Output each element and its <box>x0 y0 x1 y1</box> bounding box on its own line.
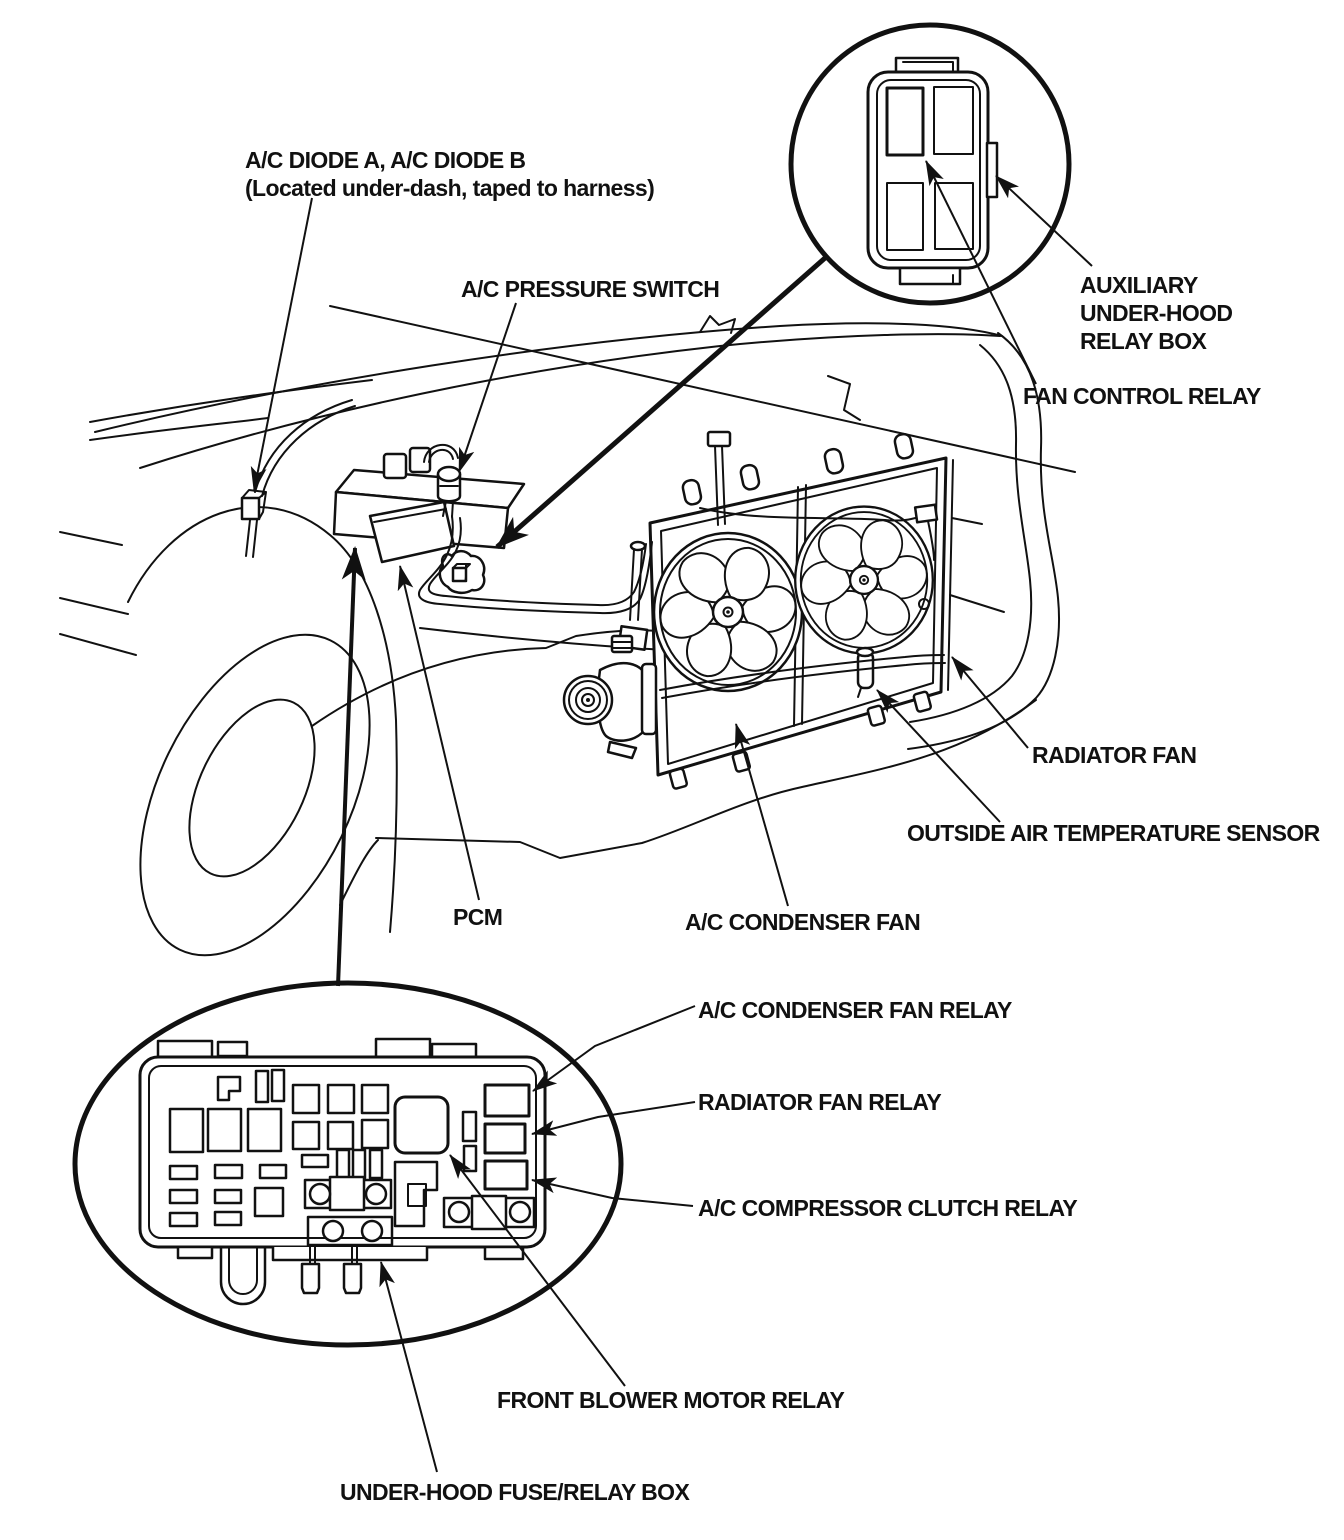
label-auxiliary-line3: RELAY BOX <box>1080 328 1207 354</box>
label-ac-condenser-fan: A/C CONDENSER FAN <box>685 909 921 935</box>
ac-condenser-fan-blades <box>654 533 802 691</box>
arrow-outside-air-temp-sensor <box>877 690 1000 822</box>
radiator-fan-blades <box>795 507 933 654</box>
arrow-ellipse-to-bay <box>338 548 355 986</box>
label-ac-condenser-fan-relay: A/C CONDENSER FAN RELAY <box>698 997 1012 1023</box>
label-pcm: PCM <box>453 904 503 930</box>
label-ac-diode-line1: A/C DIODE A, A/C DIODE B <box>245 147 526 173</box>
label-front-blower-motor-relay: FRONT BLOWER MOTOR RELAY <box>497 1387 845 1413</box>
label-radiator-fan: RADIATOR FAN <box>1032 742 1197 768</box>
label-fan-control-relay: FAN CONTROL RELAY <box>1023 383 1261 409</box>
aux-relay-box-inset <box>791 25 1069 303</box>
underhood-fuse-box-inset <box>75 983 621 1345</box>
compressor-clutch-pulley <box>564 676 612 724</box>
label-outside-air-temp-sensor: OUTSIDE AIR TEMPERATURE SENSOR <box>907 820 1320 846</box>
label-ac-diode-line2: (Located under-dash, taped to harness) <box>245 175 655 201</box>
label-ac-pressure-switch: A/C PRESSURE SWITCH <box>461 276 720 302</box>
label-radiator-fan-relay: RADIATOR FAN RELAY <box>698 1089 942 1115</box>
label-auxiliary-line1: AUXILIARY <box>1080 272 1198 298</box>
aux-relay-box-drawing <box>868 58 997 284</box>
arrow-pcm <box>400 566 479 900</box>
radiator-condenser-fan-assembly <box>619 432 953 789</box>
arrow-ac-pressure-switch <box>459 303 516 472</box>
label-ac-compressor-clutch-relay: A/C COMPRESSOR CLUTCH RELAY <box>698 1195 1078 1221</box>
label-auxiliary-line2: UNDER-HOOD <box>1080 300 1233 326</box>
ac-compressor <box>564 636 656 758</box>
label-under-hood-fuse-relay-box: UNDER-HOOD FUSE/RELAY BOX <box>340 1479 690 1505</box>
arrow-ac-diode <box>254 198 312 491</box>
arrow-ac-condenser-fan <box>736 724 788 906</box>
